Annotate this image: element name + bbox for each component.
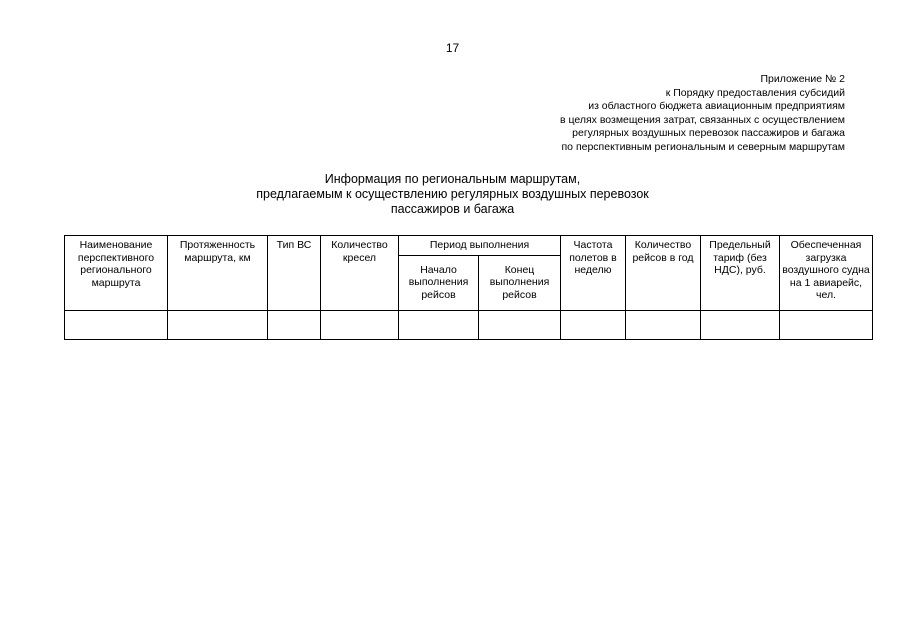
header-period-start: Начало выполнения рейсов (399, 255, 479, 310)
header-route-name: Наименование перспективного регионального маршрута (65, 236, 168, 311)
header-aircraft-type: Тип ВС (268, 236, 321, 311)
header-period-end: Конец выполнения рейсов (479, 255, 561, 310)
table-cell (65, 310, 168, 339)
appendix-line: по перспективным региональным и северным маршрутам (561, 140, 845, 153)
table-cell (399, 310, 479, 339)
table-cell (780, 310, 873, 339)
table-cell (701, 310, 780, 339)
appendix-line: Приложение № 2 (760, 73, 845, 85)
appendix-line: к Порядку предоставления субсидий (665, 86, 845, 99)
table-cell (561, 310, 626, 339)
table-cell (268, 310, 321, 339)
header-seats: Количество кресел (321, 236, 399, 311)
header-load: Обеспеченная загрузка воздушного судна на 1 авиарейс, чел. (780, 236, 873, 311)
header-route-length: Протяженность маршрута, км (168, 236, 268, 311)
appendix-line: регулярных воздушных перевозок пассажиров и багажа (572, 127, 845, 140)
document-title (0, 172, 905, 217)
appendix-line: в целях возмещения затрат, связанных с осуществлением (559, 113, 845, 126)
title-line: пассажиров и багажа (390, 202, 515, 216)
header-flights-per-year: Количество рейсов в год (626, 236, 701, 311)
header-frequency: Частота полетов в неделю (561, 236, 626, 311)
appendix-block (560, 73, 845, 155)
title-line: Информация по региональным маршрутам, (324, 172, 581, 186)
table-row (65, 310, 873, 339)
routes-table (64, 235, 873, 340)
page-number: 17 (445, 41, 460, 55)
appendix-line: из областного бюджета авиационным предприятиям (588, 100, 845, 113)
table-cell (168, 310, 268, 339)
header-max-tariff: Предельный тариф (без НДС), руб. (701, 236, 780, 311)
table-cell (479, 310, 561, 339)
title-line: предлагаемым к осуществлению регулярных воздушных перевозок (256, 187, 649, 201)
table-cell (321, 310, 399, 339)
header-period: Период выполнения (399, 236, 561, 256)
table-cell (626, 310, 701, 339)
